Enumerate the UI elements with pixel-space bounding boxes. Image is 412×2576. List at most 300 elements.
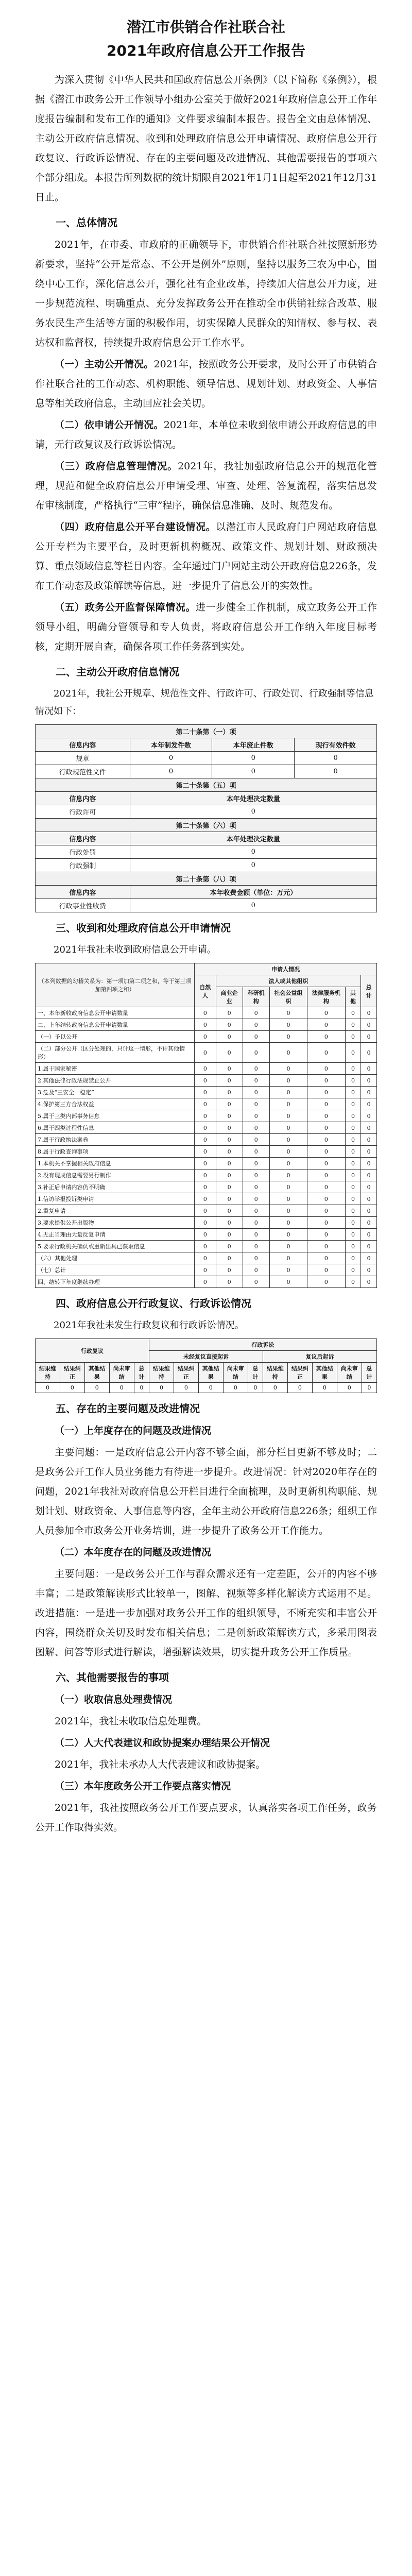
table-cell: 0 — [195, 1276, 216, 1288]
table-cell: 0 — [216, 1031, 243, 1043]
table-row — [36, 1043, 377, 1063]
table-cell: 0 — [195, 1063, 216, 1075]
other-subheading: （三）本年度政务公开工作要点落实情况 — [55, 1781, 231, 1792]
table-cell: 0 — [243, 1031, 269, 1043]
table-cell: 0 — [216, 1181, 243, 1193]
table-cell: 0 — [345, 1252, 361, 1264]
table-cell: 0 — [130, 845, 376, 859]
table-cell: 0 — [345, 1043, 361, 1063]
table-cell: 0 — [269, 1110, 307, 1122]
table-cell: 0 — [195, 1158, 216, 1170]
other-text: 2021年，我社按照政务公开工作要点要求，认真落实各项工作任务，政务公开工作取得实效。 — [35, 1802, 377, 1833]
table-cell: 0 — [195, 1252, 216, 1264]
table-cell: 0 — [216, 1134, 243, 1146]
table4-sub-header: 总计 — [248, 1363, 263, 1383]
table-row — [36, 1110, 377, 1122]
overview-sub-item — [35, 517, 377, 596]
table-cell: 0 — [361, 1276, 377, 1288]
table-row — [36, 1276, 377, 1288]
table-cell: 0 — [243, 1098, 269, 1110]
table-cell: 0 — [243, 1181, 269, 1193]
overview-sub-item — [35, 456, 377, 515]
table-cell: 0 — [198, 1383, 223, 1393]
table-cell: 0 — [223, 1383, 248, 1393]
table-cell: 0 — [195, 1217, 216, 1229]
other-text: 2021年，我社未承办人大代表建议和政协提案。 — [55, 1759, 266, 1770]
table-cell: 0 — [361, 1170, 377, 1181]
table-cell: 0 — [307, 1241, 345, 1252]
table-cell: 0 — [174, 1383, 198, 1393]
table-cell: 0 — [307, 1019, 345, 1031]
table-row — [36, 1146, 377, 1158]
table4-sub-header: 结果维持 — [149, 1363, 174, 1383]
table-cell: 0 — [195, 1205, 216, 1217]
table-cell: 0 — [307, 1264, 345, 1276]
table2-header: 本年废止件数 — [212, 738, 295, 752]
table-cell: 0 — [195, 1019, 216, 1031]
table3-col-header: 科研机构 — [243, 987, 269, 1007]
table3-row-label: 2.没有现成信息需要另行制作 — [36, 1170, 195, 1181]
table3-row-label: 一、本年新收政府信息公开申请数量 — [36, 1007, 195, 1019]
table-cell: 0 — [361, 1252, 377, 1264]
table3-col-header: 法律服务机构 — [307, 987, 345, 1007]
table-cell: 0 — [269, 1098, 307, 1110]
table-cell: 0 — [243, 1170, 269, 1181]
overview-sub-item — [35, 415, 377, 454]
overview-sub-items — [35, 354, 377, 656]
table-row — [36, 1007, 377, 1019]
table-row — [36, 1158, 377, 1170]
table-cell: 0 — [361, 1205, 377, 1217]
table-cell: 0 — [345, 1170, 361, 1181]
table-cell: 0 — [307, 1087, 345, 1098]
table-cell: 0 — [243, 1075, 269, 1087]
table-cell: 0 — [195, 1181, 216, 1193]
table2-header: 现行有效件数 — [295, 738, 377, 752]
table-cell: 0 — [361, 1063, 377, 1075]
table-row — [36, 1217, 377, 1229]
table-cell: 0 — [307, 1098, 345, 1110]
table-cell: 0 — [345, 1217, 361, 1229]
table2-header: 信息内容 — [36, 738, 130, 752]
table3-col-header: 其他 — [345, 987, 361, 1007]
table-row — [36, 1181, 377, 1193]
table4-sub-header: 尚未审结 — [223, 1363, 248, 1383]
table-cell: 0 — [269, 1264, 307, 1276]
table-row — [36, 1193, 377, 1205]
table-row — [36, 765, 377, 778]
table-cell: 0 — [361, 1075, 377, 1087]
table-cell: 0 — [130, 899, 376, 912]
table-cell: 0 — [345, 1087, 361, 1098]
section-heading-review: 四、政府信息公开行政复议、行政诉讼情况 — [56, 1297, 251, 1310]
table4-group-direct: 未经复议直接起诉 — [149, 1351, 263, 1363]
table-row — [36, 805, 377, 819]
table-row — [36, 1264, 377, 1276]
intro-paragraph: 为深入贯彻《中华人民共和国政府信息公开条例》（以下简称《条例》），根据《潜江市政务公开工作领导小组办公室关于做好2021年政府信息公开工作年度报告编制和发布工作的通知》文件要求编制本报告。报告全文由总体情况、主动公开政府信息情况、收到和处理政府信息公开申请情况、政府信息公开行政复议、行政诉讼情况、存在的主要问题及改进情况、其他需要报告的事项六个部分组成。本报告所列数据的统计期限自2021年1月1日起至2021年12月31日止。 — [35, 74, 377, 203]
table-cell: 0 — [269, 1252, 307, 1264]
table-row — [36, 1087, 377, 1098]
table-row — [36, 1063, 377, 1075]
table3-row-label: 1.本机关不掌握相关政府信息 — [36, 1158, 195, 1170]
table-cell: 0 — [345, 1134, 361, 1146]
table-cell: 0 — [361, 1146, 377, 1158]
table-cell: 0 — [307, 1063, 345, 1075]
table-cell: 0 — [345, 1146, 361, 1158]
problems-list — [35, 1421, 377, 1662]
overview-sub-item — [35, 598, 377, 656]
table-cell: 规章 — [36, 752, 130, 765]
table-cell: 行政强制 — [36, 859, 130, 872]
table-cell: 0 — [307, 1229, 345, 1241]
table-cell: 0 — [269, 1170, 307, 1181]
table-cell: 0 — [216, 1276, 243, 1288]
table-cell: 0 — [345, 1193, 361, 1205]
table-row — [36, 1019, 377, 1031]
table-cell: 0 — [243, 1264, 269, 1276]
table-cell: 0 — [269, 1134, 307, 1146]
table3-row-label: 1.属于国家秘密 — [36, 1063, 195, 1075]
table-cell: 0 — [345, 1075, 361, 1087]
table-cell: 0 — [216, 1264, 243, 1276]
table-cell: 行政许可 — [36, 805, 130, 819]
table-cell: 0 — [345, 1181, 361, 1193]
table-cell: 0 — [216, 1217, 243, 1229]
table2-header: 本年处理决定数量 — [130, 792, 376, 805]
table-cell: 0 — [216, 1122, 243, 1134]
table2-header: 信息内容 — [36, 886, 130, 899]
table-cell: 0 — [216, 1098, 243, 1110]
table3-row-label: （七）总计 — [36, 1264, 195, 1276]
table-cell: 0 — [243, 1229, 269, 1241]
table-row — [36, 859, 377, 872]
table-cell: 0 — [307, 1181, 345, 1193]
table-cell: 0 — [312, 1383, 337, 1393]
table3-row-label: 二、上年结转政府信息公开申请数量 — [36, 1019, 195, 1031]
table-cell: 0 — [361, 1019, 377, 1031]
table3-col-header: 总计 — [361, 975, 377, 1007]
table-cell: 0 — [345, 1031, 361, 1043]
table-cell: 0 — [195, 1170, 216, 1181]
table-cell: 0 — [130, 805, 376, 819]
table2-header: 信息内容 — [36, 792, 130, 805]
table-cell: 0 — [361, 1134, 377, 1146]
table3-row-label: 4.无正当理由大量反复申请 — [36, 1229, 195, 1241]
table4-sub-header: 结果纠正 — [287, 1363, 312, 1383]
table-cell: 0 — [361, 1007, 377, 1019]
section-heading-applications: 三、收到和处理政府信息公开申请情况 — [56, 922, 231, 934]
table3-col-header: 社会公益组织 — [269, 987, 307, 1007]
table2-caption: 2021年，我社公开规章、规范性文件、行政许可、行政处罚、行政强制等信息情况如下： — [35, 688, 374, 717]
sub-item-lead: （四）政府信息公开平台建设情况。 — [55, 521, 216, 533]
problem-text: 主要问题：一是政务公开工作与群众需求还有一定差距，公开的内容不够丰富；二是政策解读形式比较单一，图解、视频等多样化解读方式运用不足。改进措施：一是进一步加强对政务公开工作的组织领导，不断充实和丰富公开内容，围绕群众关切及时发布相关信息；二是创新政策解读方式，多采用图表图解、问答等形式进行解读，增强解读效果，切实提升政务公开工作质量。 — [35, 1568, 377, 1658]
table-cell: 0 — [109, 1383, 134, 1393]
table-cell: 0 — [307, 1134, 345, 1146]
table3-row-label: 2.其他法律行政法规禁止公开 — [36, 1075, 195, 1087]
table-cell: 0 — [216, 1241, 243, 1252]
table3-row-label: 1.信访举报投诉类申请 — [36, 1193, 195, 1205]
table2-band-2: 第二十条第（五）项 — [36, 778, 377, 792]
sub-item-lead: （二）依申请公开情况。 — [55, 419, 164, 431]
table3-row-label: 7.属于行政执法案卷 — [36, 1134, 195, 1146]
table3-row-label: 8.属于行政查询事项 — [36, 1146, 195, 1158]
table-cell: 0 — [216, 1158, 243, 1170]
table-row — [36, 845, 377, 859]
table-cell: 0 — [243, 1217, 269, 1229]
table-cell: 0 — [243, 1134, 269, 1146]
table-cell: 0 — [216, 1043, 243, 1063]
table-cell: 0 — [216, 1063, 243, 1075]
table3-row-label: 6.属于四类过程性信息 — [36, 1122, 195, 1134]
table-row — [36, 1205, 377, 1217]
table-row — [36, 1241, 377, 1252]
table3-row-label: 四、结转下年度继续办理 — [36, 1276, 195, 1288]
table-row — [36, 899, 377, 912]
table-cell: 0 — [361, 1217, 377, 1229]
table3-row-label: 5.要求行政机关确认或重新出具已获取信息 — [36, 1241, 195, 1252]
table3-row-label: 3.补正后申请内容仍不明确 — [36, 1181, 195, 1193]
table-cell: 0 — [361, 1158, 377, 1170]
table-cell: 0 — [307, 1158, 345, 1170]
table-row — [36, 1075, 377, 1087]
report-title-line1: 潜江市供销合作社联合社 — [126, 19, 285, 36]
table3-row-label: 3.要求提供公开出版物 — [36, 1217, 195, 1229]
table-cell: 0 — [60, 1383, 84, 1393]
table-cell: 0 — [345, 1241, 361, 1252]
table4-sub-header: 总计 — [134, 1363, 149, 1383]
table-cell: 0 — [295, 765, 377, 778]
table-cell: 0 — [307, 1075, 345, 1087]
table-cell: 0 — [307, 1110, 345, 1122]
table-cell: 0 — [269, 1146, 307, 1158]
table3-body — [36, 1007, 377, 1288]
table-row — [36, 1031, 377, 1043]
table4-sub-header: 总计 — [362, 1363, 376, 1383]
table-cell: 行政规范性文件 — [36, 765, 130, 778]
other-subheading: （二）人大代表建议和政协提案办理结果公开情况 — [55, 1737, 270, 1749]
table-cell: 0 — [130, 859, 376, 872]
table4-group-litigation: 行政诉讼 — [149, 1339, 376, 1351]
table-cell: 0 — [216, 1229, 243, 1241]
table-cell: 0 — [269, 1031, 307, 1043]
table-cell: 0 — [361, 1098, 377, 1110]
table2-header: 信息内容 — [36, 832, 130, 845]
table-cell: 0 — [307, 1217, 345, 1229]
table4-sub-header: 尚未审结 — [337, 1363, 362, 1383]
table-cell: 0 — [269, 1193, 307, 1205]
table-cell: 0 — [195, 1031, 216, 1043]
table-cell: 0 — [36, 1383, 60, 1393]
table2-header: 本年处理决定数量 — [130, 832, 376, 845]
table-cell: 0 — [345, 1110, 361, 1122]
table-cell: 0 — [269, 1217, 307, 1229]
table4-sub-header: 结果纠正 — [174, 1363, 198, 1383]
table-cell: 0 — [195, 1098, 216, 1110]
table-cell: 0 — [216, 1019, 243, 1031]
active-disclosure-table — [35, 724, 377, 912]
table-cell: 0 — [216, 1007, 243, 1019]
table3-col-group-legal: 法人或其他组织 — [216, 975, 361, 987]
table-cell: 0 — [216, 1252, 243, 1264]
other-text: 2021年，我社未收取信息处理费。 — [55, 1716, 207, 1727]
table4-sub-header: 其他结果 — [84, 1363, 109, 1383]
table-cell: 0 — [216, 1170, 243, 1181]
section-heading-problems: 五、存在的主要问题及改进情况 — [56, 1402, 200, 1415]
table-cell: 0 — [345, 1063, 361, 1075]
table4-sub-header: 尚未审结 — [109, 1363, 134, 1383]
table-cell: 0 — [195, 1075, 216, 1087]
table-cell: 0 — [287, 1383, 312, 1393]
other-matters-list — [35, 1690, 377, 1837]
table3-row-label: （六）其他处理 — [36, 1252, 195, 1264]
table-cell: 0 — [130, 765, 212, 778]
table-cell: 0 — [216, 1075, 243, 1087]
table-row — [36, 1252, 377, 1264]
table-cell: 0 — [243, 1019, 269, 1031]
table3-row-label: 3.危及“三安全一稳定” — [36, 1087, 195, 1098]
table-cell: 0 — [243, 1276, 269, 1288]
problem-subheading: （二）本年度存在的问题及改进情况 — [55, 1547, 212, 1558]
table4-sub-header: 结果维持 — [36, 1363, 60, 1383]
table-cell: 0 — [337, 1383, 362, 1393]
table-cell: 0 — [243, 1087, 269, 1098]
sub-item-text: 2021年，本单位未收到依申请公开政府信息的申请，无行政复议及行政诉讼情况。 — [35, 419, 377, 450]
problem-text: 主要问题：一是政府信息公开内容不够全面，部分栏目更新不够及时；二是政务公开工作人员业务能力有待进一步提升。改进情况：针对2020年存在的问题，2021年我社对政府信息公开栏目进行全面梳理，及时更新机构职能、规划计划、财政资金、人事信息等内容，全年主动公开政府信息226条；组织工作人员参加全市政务公开业务培训，进一步提升了政务公开工作能力。 — [35, 1447, 377, 1536]
table-cell: 0 — [134, 1383, 149, 1393]
table-cell: 0 — [345, 1122, 361, 1134]
table3-col-header: 自然人 — [195, 975, 216, 1007]
table-cell: 0 — [243, 1043, 269, 1063]
table-cell: 0 — [269, 1205, 307, 1217]
table-cell: 0 — [361, 1031, 377, 1043]
table-cell: 0 — [243, 1158, 269, 1170]
table-cell: 0 — [216, 1087, 243, 1098]
table3-group-head: 申请人情况 — [195, 963, 377, 975]
table-cell: 0 — [212, 765, 295, 778]
table-cell: 0 — [269, 1229, 307, 1241]
table-cell: 0 — [269, 1075, 307, 1087]
table-cell: 0 — [361, 1241, 377, 1252]
table-cell: 0 — [307, 1007, 345, 1019]
table-cell: 0 — [361, 1264, 377, 1276]
table4-group-review: 行政复议 — [36, 1339, 149, 1363]
table-cell: 0 — [84, 1383, 109, 1393]
table-cell: 0 — [269, 1087, 307, 1098]
table2-band-3: 第二十条第（六）项 — [36, 819, 377, 832]
table-cell: 0 — [361, 1110, 377, 1122]
table-cell: 0 — [195, 1193, 216, 1205]
table-row — [36, 1229, 377, 1241]
table-cell: 0 — [345, 1007, 361, 1019]
table-cell: 0 — [243, 1193, 269, 1205]
table-cell: 行政事业性收费 — [36, 899, 130, 912]
table-cell: 0 — [243, 1241, 269, 1252]
applications-table — [35, 963, 377, 1288]
table-cell: 0 — [345, 1264, 361, 1276]
table-cell: 0 — [361, 1229, 377, 1241]
table2-header: 本年收费金额（单位：万元） — [130, 886, 376, 899]
table-cell: 0 — [307, 1146, 345, 1158]
table-cell: 0 — [243, 1205, 269, 1217]
table-cell: 0 — [195, 1134, 216, 1146]
table-cell: 0 — [195, 1264, 216, 1276]
table-cell: 0 — [195, 1087, 216, 1098]
sub-item-text: 2021年，按照政务公开要求，及时公开了市供销合作社联合社的工作动态、机构职能、领导信息、规划计划、财政资金、人事信息等相关政府信息，主动回应社会关切。 — [35, 359, 377, 409]
table-cell: 0 — [195, 1146, 216, 1158]
section-heading-active-disclosure: 二、主动公开政府信息情况 — [56, 666, 179, 678]
table-cell: 0 — [307, 1276, 345, 1288]
table4-caption: 2021年我社未发生行政复议和行政诉讼情况。 — [54, 1320, 244, 1331]
problem-subheading: （一）上年度存在的问题及改进情况 — [55, 1425, 212, 1436]
table-cell: 0 — [345, 1158, 361, 1170]
table2-band-4: 第二十条第（八）项 — [36, 872, 377, 886]
table3-row-label: （二）部分公开（区分处理的，只计这一情形，不计其他情形） — [36, 1043, 195, 1063]
table-cell: 0 — [130, 752, 212, 765]
table-cell: 0 — [361, 1043, 377, 1063]
table-cell: 0 — [345, 1098, 361, 1110]
table-row — [36, 1170, 377, 1181]
table2-header: 本年制发件数 — [130, 738, 212, 752]
table4-sub-header: 结果纠正 — [60, 1363, 84, 1383]
table-cell: 0 — [361, 1087, 377, 1098]
table-cell: 0 — [216, 1110, 243, 1122]
sub-item-lead: （五）政务公开监督保障情况。 — [55, 602, 196, 613]
report-title-line2: 2021年政府信息公开工作报告 — [107, 42, 305, 59]
table-cell: 0 — [195, 1122, 216, 1134]
table-cell: 0 — [269, 1158, 307, 1170]
table-cell: 0 — [345, 1205, 361, 1217]
table-cell: 0 — [243, 1063, 269, 1075]
sub-item-text: 进一步健全工作机制，成立政务公开工作领导小组，明确分管领导和专人负责，将政府信息公开工作纳入年度目标考核，定期开展自查，确保各项工作任务落到实处。 — [35, 602, 377, 652]
table4-sub-header: 结果维持 — [263, 1363, 287, 1383]
overview-paragraph: 2021年，在市委、市政府的正确领导下，市供销合作社联合社按照新形势新要求，坚持“公开是常态、不公开是例外”原则，坚持以服务三农为中心，围绕中心工作，深化信息公开，强化社有企业改革，持续加大信息公开力度，进一步规范流程、明确重点、充分发挥政务公开在推动全市供销社综合改革、服务农民生产生活等方面的积极作用，切实保障人民群众的知情权、参与权、表达权和监督权，持续提升政府信息公开工作水平。 — [35, 239, 377, 348]
table-row — [36, 1098, 377, 1110]
table4-sub-header-row — [36, 1363, 377, 1383]
table-cell: 0 — [195, 1110, 216, 1122]
sub-item-lead: （一）主动公开情况。 — [55, 359, 154, 370]
table-cell: 0 — [195, 1007, 216, 1019]
table-cell: 0 — [361, 1181, 377, 1193]
table-cell: 0 — [243, 1146, 269, 1158]
review-litigation-table — [35, 1338, 377, 1393]
table-cell: 0 — [361, 1193, 377, 1205]
table-cell: 0 — [307, 1193, 345, 1205]
table-cell: 0 — [361, 1122, 377, 1134]
table-cell: 0 — [345, 1019, 361, 1031]
section-heading-overview: 一、总体情况 — [56, 216, 117, 229]
table4-sub-header: 其他结果 — [198, 1363, 223, 1383]
table-cell: 0 — [269, 1276, 307, 1288]
report-page — [35, 15, 377, 1839]
table-row — [36, 1383, 377, 1393]
table-cell: 0 — [269, 1122, 307, 1134]
table-cell: 0 — [307, 1043, 345, 1063]
table-cell: 0 — [269, 1181, 307, 1193]
table3-col-header: 商业企业 — [216, 987, 243, 1007]
table-cell: 0 — [345, 1229, 361, 1241]
table-cell: 0 — [149, 1383, 174, 1393]
table-cell: 0 — [216, 1193, 243, 1205]
table-cell: 0 — [362, 1383, 376, 1393]
table-cell: 0 — [243, 1110, 269, 1122]
table-cell: 0 — [195, 1043, 216, 1063]
table-cell: 0 — [263, 1383, 287, 1393]
table2-band-1: 第二十条第（一）项 — [36, 725, 377, 738]
table-cell: 0 — [307, 1252, 345, 1264]
table3-row-label: （一）予以公开 — [36, 1031, 195, 1043]
table-cell: 0 — [307, 1031, 345, 1043]
table-cell: 0 — [216, 1205, 243, 1217]
